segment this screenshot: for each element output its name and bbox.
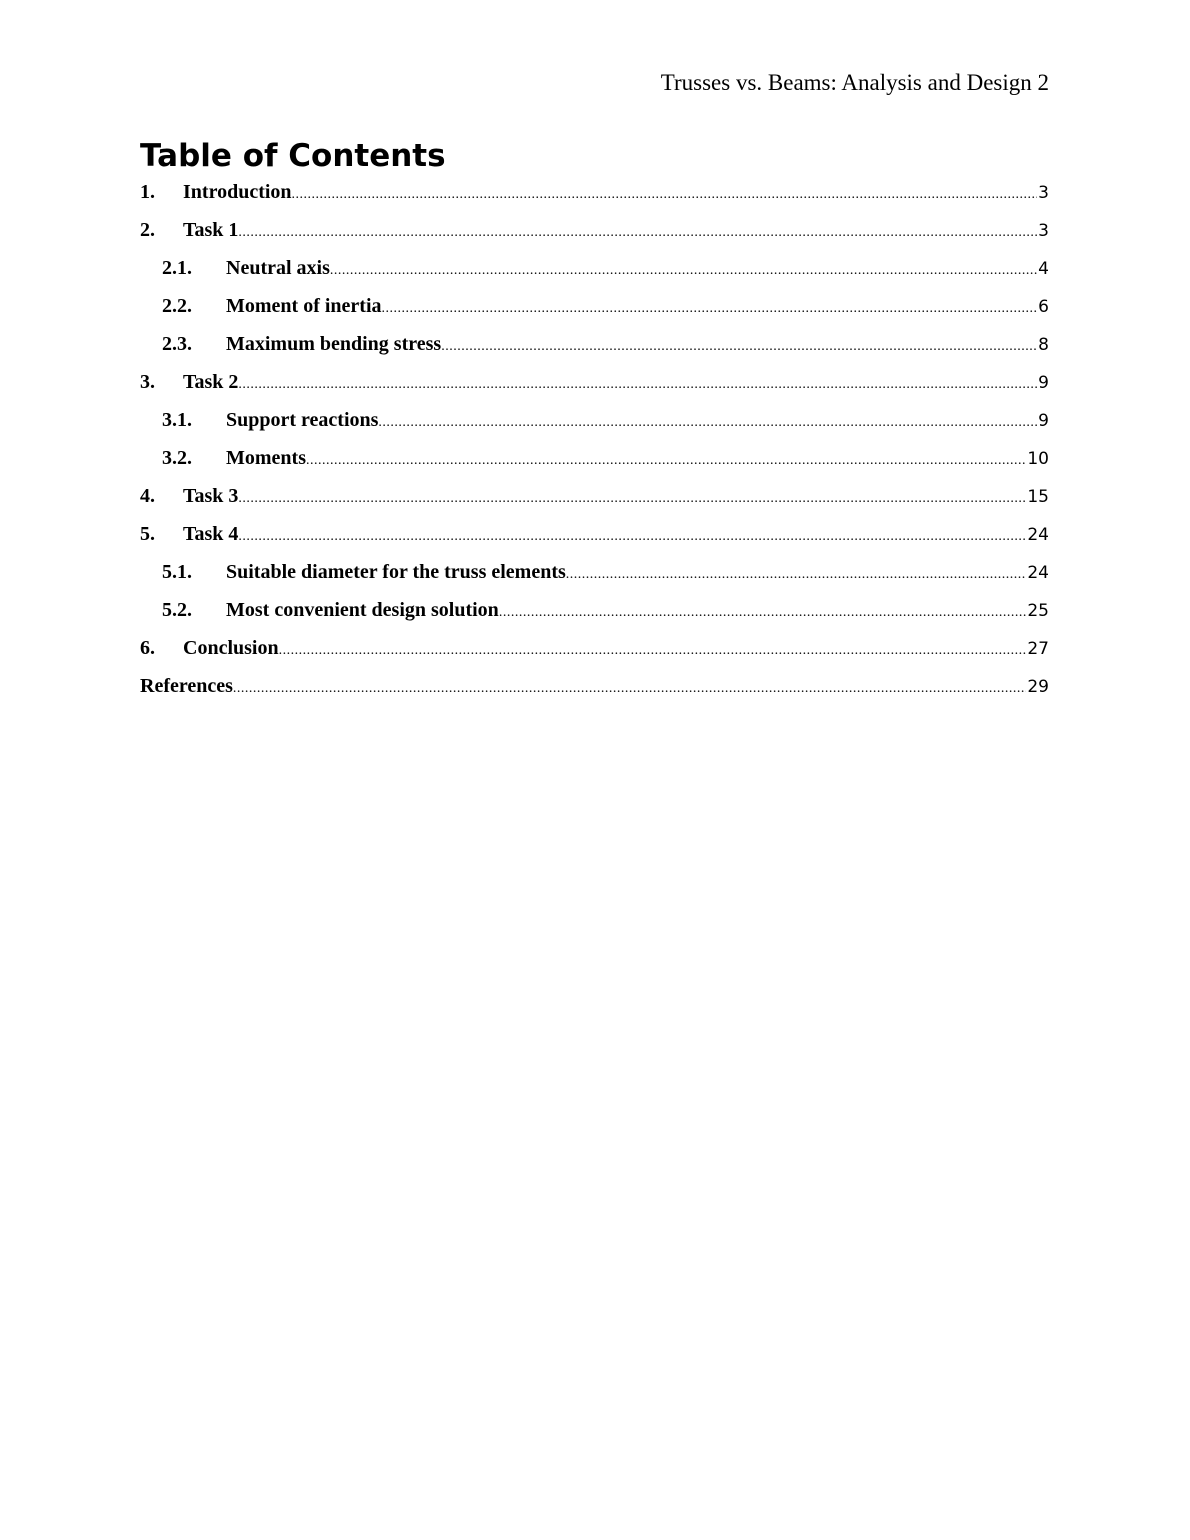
toc-entry-task-4[interactable] (140, 519, 1049, 557)
toc-entry-conclusion[interactable] (140, 633, 1049, 671)
toc-entry-label: Most convenient design solution (226, 599, 499, 621)
toc-entry-moments[interactable] (140, 443, 1049, 481)
toc-entry-introduction[interactable] (140, 177, 1049, 215)
toc-entry-page: 3 (1038, 183, 1049, 203)
dot-leader (330, 256, 1037, 286)
dot-leader (292, 180, 1038, 210)
toc-entry-page: 9 (1038, 373, 1049, 393)
dot-leader (441, 332, 1037, 362)
toc-entry-task-1[interactable] (140, 215, 1049, 253)
toc-entry-page: 3 (1038, 221, 1049, 241)
dot-leader (238, 218, 1037, 248)
toc-entry-label: Maximum bending stress (226, 333, 442, 355)
toc-entry-design-solution[interactable] (140, 595, 1049, 633)
toc-entry-page: 10 (1027, 449, 1049, 469)
toc-entry-label: Task 3 (183, 485, 239, 507)
toc-entry-references[interactable] (140, 671, 1049, 709)
toc-entry-neutral-axis[interactable] (140, 253, 1049, 291)
toc-entry-number: 3.2. (162, 447, 192, 469)
toc-entry-page: 29 (1027, 677, 1049, 697)
toc-entry-maximum-bending-stress[interactable] (140, 329, 1049, 367)
toc-entry-task-2[interactable] (140, 367, 1049, 405)
toc-entry-page: 6 (1038, 297, 1049, 317)
toc-entry-number: 5.2. (162, 599, 192, 621)
toc-entry-support-reactions[interactable] (140, 405, 1049, 443)
toc-entry-page: 8 (1038, 335, 1049, 355)
toc-entry-label: Conclusion (183, 637, 279, 659)
toc-entry-number: 6. (140, 637, 155, 659)
toc-entry-number: 3. (140, 371, 155, 393)
toc-title: Table of Contents (140, 138, 446, 174)
dot-leader (306, 446, 1026, 476)
dot-leader (238, 484, 1026, 514)
toc-entry-number: 2. (140, 219, 155, 241)
toc-entry-label: Task 4 (183, 523, 239, 545)
toc-entry-number: 2.1. (162, 257, 192, 279)
toc-entry-number: 1. (140, 181, 155, 203)
toc-entry-page: 25 (1027, 601, 1049, 621)
dot-leader (378, 408, 1037, 438)
dot-leader (233, 674, 1026, 704)
dot-leader (238, 522, 1026, 552)
toc-entry-label: References (140, 675, 233, 697)
toc-entry-page: 27 (1027, 639, 1049, 659)
toc-entry-suitable-diameter[interactable] (140, 557, 1049, 595)
toc-entry-label: Moments (226, 447, 306, 469)
toc-entry-label: Support reactions (226, 409, 379, 431)
running-header: Trusses vs. Beams: Analysis and Design 2 (660, 70, 1049, 95)
toc-entry-number: 2.2. (162, 295, 192, 317)
toc-entry-moment-of-inertia[interactable] (140, 291, 1049, 329)
dot-leader (382, 294, 1038, 324)
toc-entry-page: 4 (1038, 259, 1049, 279)
dot-leader (238, 370, 1037, 400)
toc-entry-label: Introduction (183, 181, 292, 203)
dot-leader (566, 560, 1027, 590)
dot-leader (499, 598, 1027, 628)
toc-entry-page: 24 (1027, 525, 1049, 545)
toc-entry-label: Neutral axis (226, 257, 330, 279)
toc-entry-task-3[interactable] (140, 481, 1049, 519)
toc-entry-label: Task 1 (183, 219, 239, 241)
toc-entry-number: 5. (140, 523, 155, 545)
toc-entry-number: 5.1. (162, 561, 192, 583)
table-of-contents (140, 177, 1049, 709)
toc-entry-page: 15 (1027, 487, 1049, 507)
toc-entry-number: 4. (140, 485, 155, 507)
toc-entry-number: 3.1. (162, 409, 192, 431)
toc-entry-label: Suitable diameter for the truss elements (226, 561, 566, 583)
dot-leader (279, 636, 1027, 666)
toc-entry-label: Task 2 (183, 371, 239, 393)
toc-entry-number: 2.3. (162, 333, 192, 355)
toc-entry-page: 24 (1027, 563, 1049, 583)
toc-entry-page: 9 (1038, 411, 1049, 431)
toc-entry-label: Moment of inertia (226, 295, 382, 317)
